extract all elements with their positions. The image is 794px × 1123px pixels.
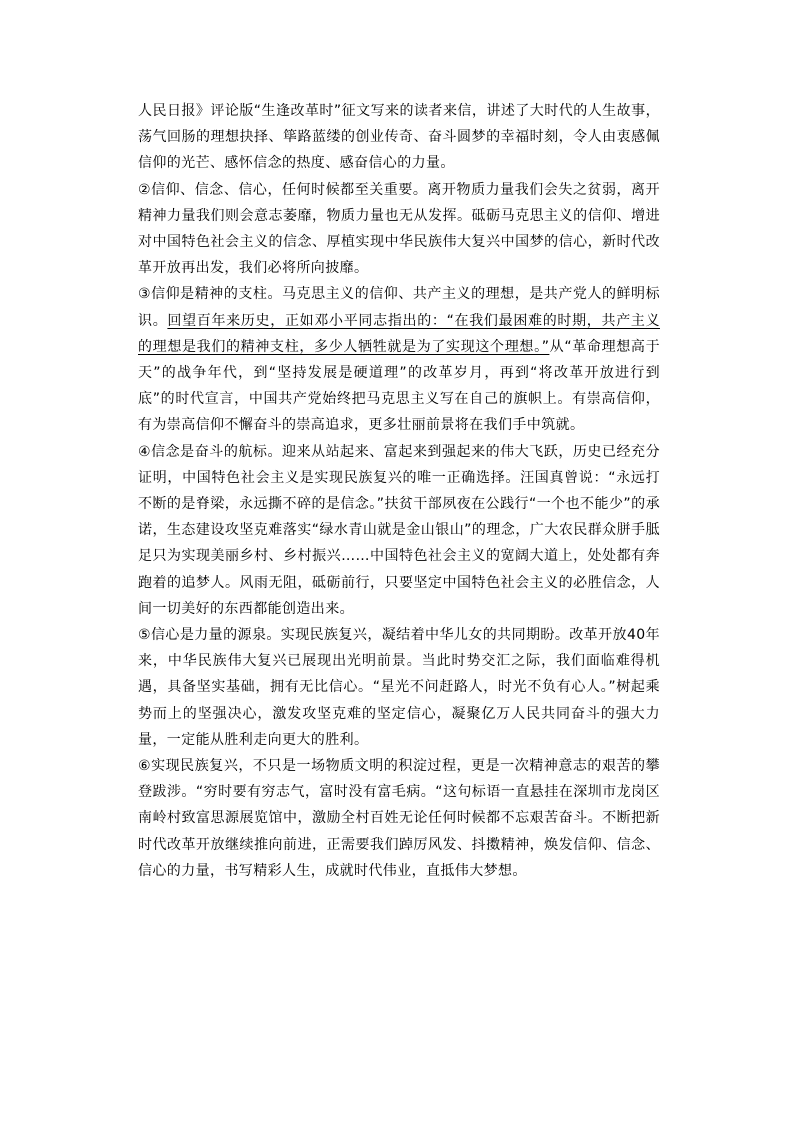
- paragraph-3: [138, 281, 660, 438]
- paragraph-3-lead: ③信仰是精神的支柱。马克思主义的信仰、共产主义的理想，是共产党人的鲜明标识。: [138, 286, 660, 329]
- paragraph-6: ⑥实现民族复兴，不只是一场物质文明的积淀过程，更是一次精神意志的艰苦的攀登跋涉。“穷时要有穷志气，富时没有富毛病。“这句标语一直悬挂在深圳市龙岗区南岭村致富思源展览馆中，激励全村百姓无论任何时候都不忘艰苦奋斗。不断把新时代改革开放继续推向前进，正需要我们踔厉风发、抖擞精神，焕发信仰、信念、信心的力量，书写精彩人生，成就时代伟业，直抵伟大梦想。: [138, 758, 660, 879]
- paragraph-intro: 人民日报》评论版“生逢改革时”征文写来的读者来信，讲述了大时代的人生故事，荡气回肠的理想抉择、筚路蓝缕的创业传奇、奋斗圆梦的幸福时刻，令人由衷感佩信仰的光芒、感怀信念的热度、感奋信心的力量。: [138, 103, 660, 172]
- paragraph-4: ④信念是奋斗的航标。迎来从站起来、富起来到强起来的伟大飞跃，历史已经充分证明，中国特色社会主义是实现民族复兴的唯一正确选择。汪国真曾说：“永远打不断的是脊梁，永远撕不碎的是信念。”扶贫干部夙夜在公践行“一个也不能少”的承诺，生态建设攻坚克难落实“绿水青山就是金山银山”的理念，广大农民群众胼手胝足只为实现美丽乡村、乡村振兴……中国特色社会主义的宽阔大道上，处处都有奔跑着的追梦人。风雨无阻，砥砺前行，只要坚定中国特色社会主义的必胜信念，人间一切美好的东西都能创造出来。: [138, 443, 660, 617]
- paragraph-2: ②信仰、信念、信心，任何时候都至关重要。离开物质力量我们会失之贫弱，离开精神力量我们则会意志萎靡，物质力量也无从发挥。砥砺马克思主义的信仰、增进对中国特色社会主义的信念、厚植实现中华民族伟大复兴中国梦的信心，新时代改革开放再出发，我们必将所向披靡。: [138, 181, 660, 277]
- paragraph-5: ⑤信心是力量的源泉。实现民族复兴，凝结着中华儿女的共同期盼。改革开放40年来，中华民族伟大复兴已展现出光明前景。当此时势交汇之际，我们面临难得机遇，具备坚实基础，拥有无比信心。“星光不问赶路人，时光不负有心人。”树起乘势而上的坚强决心，激发攻坚克难的坚定信心，凝聚亿万人民共同奋斗的强大力量，一定能从胜利走向更大的胜利。: [138, 627, 660, 748]
- paragraph-3-rest: 从“革命理想高于天”的战争年代，到“坚持发展是硬道理”的改革岁月，再到“将改革开放进行到底”的时代宣言，中国共产党始终把马克思主义写在自己的旗帜上。有崇高信仰，有为崇高信仰不懈奋斗的崇高追求，更多壮丽前景将在我们手中筑就。: [138, 338, 660, 434]
- article-body: [138, 98, 660, 884]
- underlined-quote: 回望百年来历史，正如邓小平同志指出的：“在我们最困难的时期，共产主义的理想是我们的精神支柱，多少人牺牲就是为了实现这个理想。”: [138, 312, 660, 355]
